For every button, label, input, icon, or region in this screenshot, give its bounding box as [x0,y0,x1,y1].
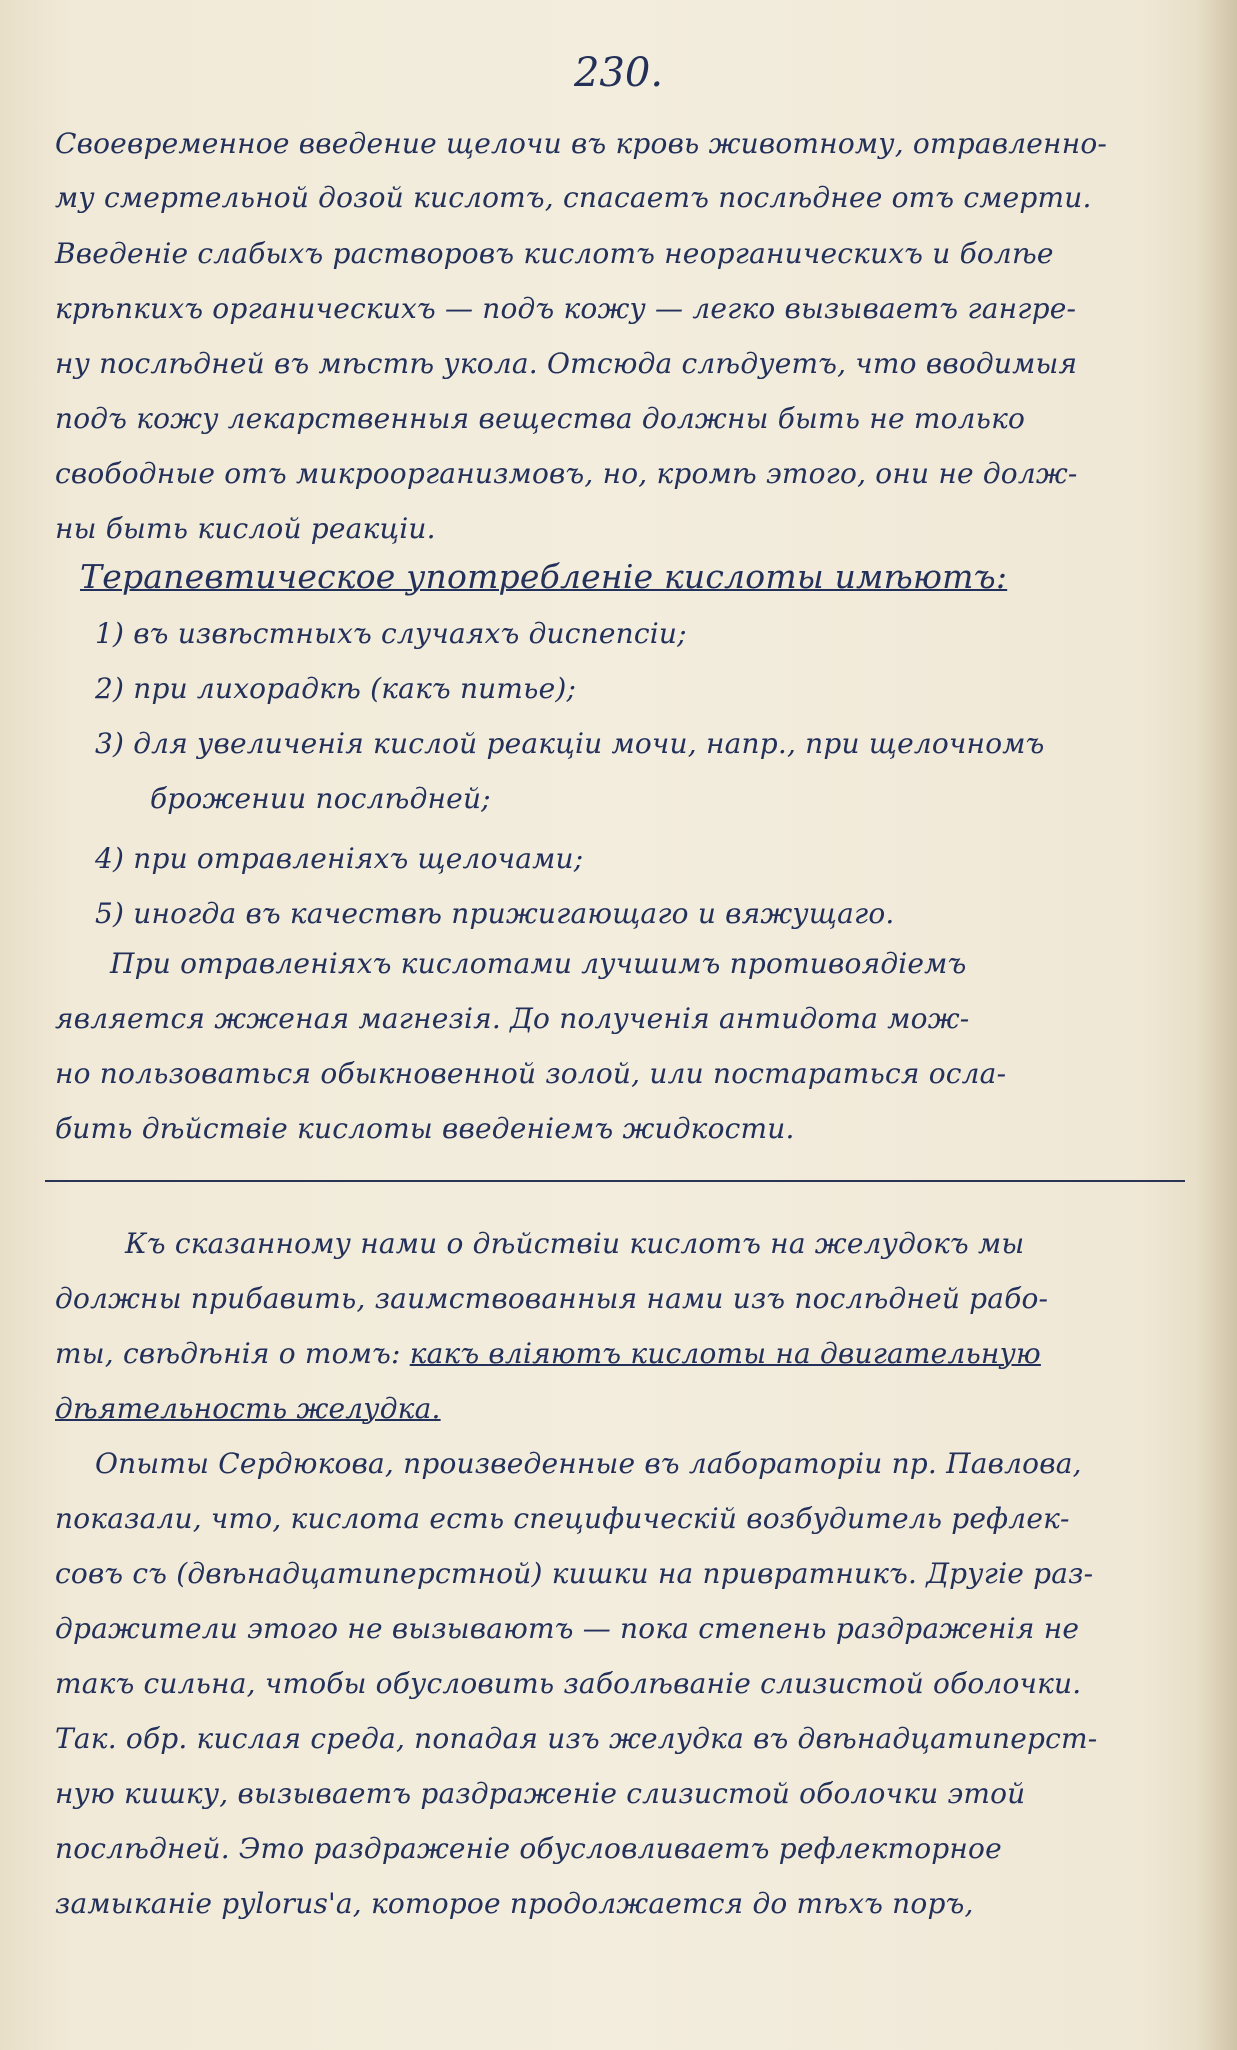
text-line: Введеніе слабыхъ растворовъ кислотъ неорганическихъ и болѣе [55,237,1054,270]
text-line: ну послѣдней въ мѣстѣ укола. Отсюда слѣдуетъ, что вводимыя [55,347,1078,380]
text-line: бить дѣйствіе кислоты введеніемъ жидкости. [55,1112,795,1145]
list-item: 5) иногда въ качествѣ прижигающаго и вяжущаго. [95,897,895,930]
list-item: 2) при лихорадкѣ (какъ питье); [95,672,577,705]
text-line: показали, что, кислота есть специфическій возбудитель рефлек- [55,1502,1070,1535]
list-item-continuation: брожении послѣдней; [150,782,491,815]
text-line: такъ сильна, чтобы обусловить заболѣваніе слизистой оболочки. [55,1667,1082,1700]
text-line: Опыты Сердюкова, произведенные въ лабораторіи пр. Павлова, [95,1447,1082,1480]
page-number: 230. [573,50,664,96]
list-item: 1) въ извѣстныхъ случаяхъ диспепсіи; [95,617,687,650]
section-heading: Терапевтическое употребленіе кислоты имѣютъ: [80,557,1008,596]
underlined-text: какъ вліяютъ кислоты на двигательную [409,1337,1041,1370]
text-line: При отравленіяхъ кислотами лучшимъ противоядіемъ [110,947,967,980]
text-line: Къ сказанному нами о дѣйствіи кислотъ на желудокъ мы [125,1227,1025,1260]
text-line: но пользоваться обыкновенной золой, или постараться осла- [55,1057,1007,1090]
list-item: 3) для увеличенія кислой реакціи мочи, напр., при щелочномъ [95,727,1045,760]
text-line: Своевременное введение щелочи въ кровь животному, отравленно- [55,127,1108,160]
text-line: совъ съ (двѣнадцатиперстной) кишки на привратникъ. Другіе раз- [55,1557,1094,1590]
text-fragment: ты, свѣдѣнія о томъ: [55,1337,410,1370]
text-line: свободные отъ микроорганизмовъ, но, кромѣ этого, они не долж- [55,457,1078,490]
text-line: является жженая магнезія. До полученія антидота мож- [55,1002,970,1035]
underlined-text: дѣятельность желудка. [55,1392,441,1425]
text-line: должны прибавить, заимствованныя нами изъ послѣдней рабо- [55,1282,1049,1315]
section-divider [45,1180,1185,1182]
page-edge-shadow [1197,0,1237,2050]
text-line: послѣдней. Это раздраженіе обусловливаетъ рефлекторное [55,1832,1002,1865]
text-line: Так. обр. кислая среда, попадая изъ желудка въ двѣнадцатиперст- [55,1722,1098,1755]
text-line: крѣпкихъ органическихъ — подъ кожу — легко вызываетъ гангре- [55,292,1077,325]
list-item: 4) при отравленіяхъ щелочами; [95,842,584,875]
text-line [55,1337,1041,1370]
text-line: подъ кожу лекарственныя вещества должны быть не только [55,402,1026,435]
text-line: замыканіе pylorus'а, которое продолжается до тѣхъ поръ, [55,1887,974,1920]
text-line: му смертельной дозой кислотъ, спасаетъ послѣднее отъ смерти. [55,181,1092,214]
text-line: дражители этого не вызываютъ — пока степень раздраженія не [55,1612,1080,1645]
text-line: ную кишку, вызываетъ раздраженіе слизистой оболочки этой [55,1777,1026,1810]
text-line: ны быть кислой реакціи. [55,512,436,545]
